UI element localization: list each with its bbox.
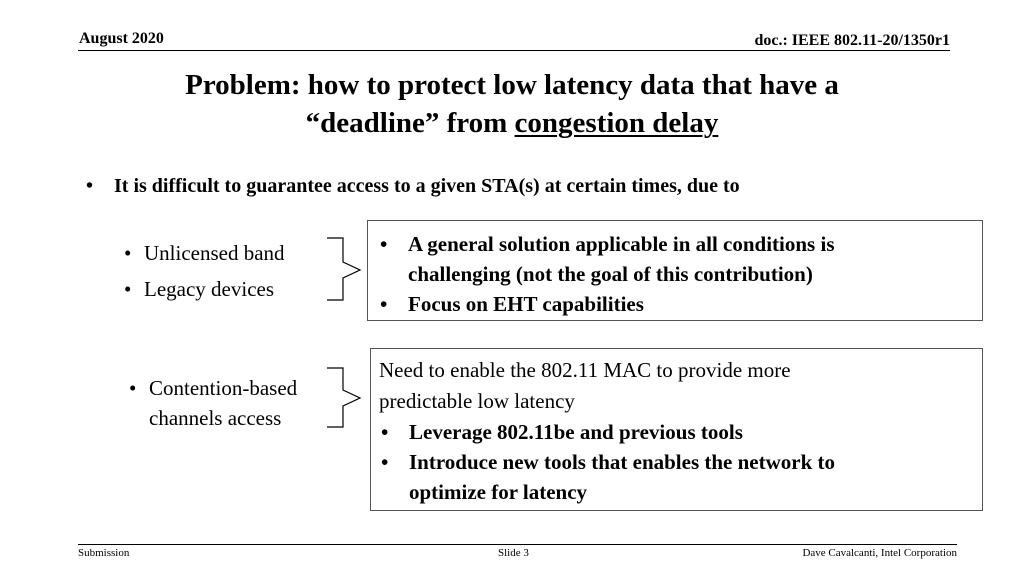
title-underlined-phrase: congestion delay <box>514 107 719 139</box>
header-doc-id: doc.: IEEE 802.11-20/1350r1 <box>754 32 950 49</box>
left-item-line-2: channels access <box>149 406 282 430</box>
box1-bullet-1-text: A general solution applicable in all conditions is <box>408 232 835 256</box>
callout-box-mac-latency <box>370 348 983 511</box>
bullet-dot-icon: • <box>124 277 132 301</box>
title-line-1: Problem: how to protect low latency data that have a <box>185 69 839 101</box>
box2-lead-line-2: predictable low latency <box>379 389 575 413</box>
bullet-dot-icon: • <box>380 292 388 316</box>
bullet-dot-icon: • <box>381 420 389 444</box>
bullet-dot-icon: • <box>381 450 389 474</box>
title-line-2-text: “deadline” from <box>305 107 515 139</box>
left-item-text: Contention-based <box>149 376 298 400</box>
left-item-text: Unlicensed band <box>144 241 285 265</box>
footer-author: Dave Cavalcanti, Intel Corporation <box>802 547 957 559</box>
box1-bullet-2 <box>378 289 972 319</box>
box1-bullet-1-continuation <box>378 259 972 289</box>
bullet-dot-icon: • <box>86 175 94 197</box>
bullet-dot-icon: • <box>129 376 137 400</box>
box2-lead-line-1: Need to enable the 802.11 MAC to provide more <box>379 358 791 382</box>
bullet-dot-icon: • <box>124 241 132 265</box>
main-bullet-text: It is difficult to guarantee access to a given STA(s) at certain times, due to <box>114 175 740 197</box>
box1-bullet-1 <box>378 229 972 259</box>
box2-bullet-2-text-cont: optimize for latency <box>409 480 588 504</box>
bullet-dot-icon: • <box>380 232 388 256</box>
footer-submission: Submission <box>78 547 130 559</box>
footer-slide-number: Slide 3 <box>498 547 529 559</box>
left-item-text: Legacy devices <box>144 277 275 301</box>
box2-bullet-2-continuation <box>379 477 974 507</box>
box2-bullet-1-text: Leverage 802.11be and previous tools <box>409 420 743 444</box>
footer-divider <box>78 544 957 545</box>
box2-bullet-2-text: Introduce new tools that enables the network to <box>409 450 836 474</box>
box2-bullet-2 <box>379 447 974 477</box>
right-brace-1 <box>327 238 360 300</box>
box1-bullet-2-text: Focus on EHT capabilities <box>408 292 644 316</box>
header-date: August 2020 <box>79 30 164 47</box>
callout-box-general-solution <box>367 220 983 321</box>
right-brace-2 <box>327 368 360 427</box>
box1-bullet-1-text-cont: challenging (not the goal of this contribution) <box>408 262 813 286</box>
box2-bullet-1 <box>379 417 974 447</box>
